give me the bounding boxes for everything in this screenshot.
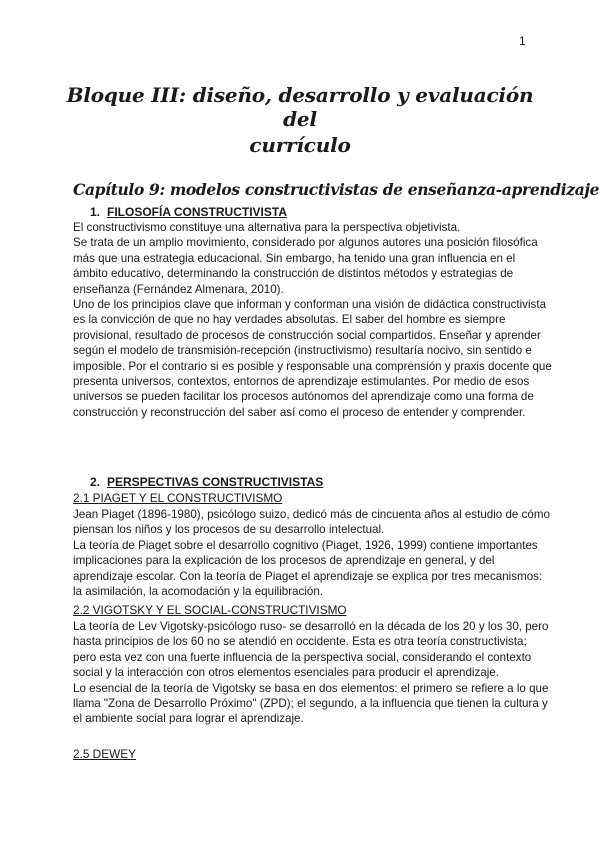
paragraph: El constructivismo constituye una alternativa para la perspectiva objetivista. [73,221,461,234]
paragraph: Jean Piaget (1896-1980), psicólogo suizo, dedicó más de cincuenta años al estudio de cómo piensan los niños y los procesos de su desarrollo intelectual. [73,508,550,537]
paragraph: La teoría de Lev Vigotsky-psicólogo ruso- se desarrolló en la década de los 20 y los 30, pero hasta principios de los 60 no se atendió en occidente. Esta es otra teoría constructivista; pero esta vez con una fuerte influencia de la perspectiva social, considerando el contexto social y la interacción con otros elementos esenciales para producir el aprendizaje. [73,620,549,680]
page-number: 1 [519,34,526,48]
section-2-number: 2. [90,475,101,489]
section-2-title: PERSPECTIVAS CONSTRUCTIVISTAS [107,475,324,489]
subsection-2-1-body [73,507,553,599]
section-2-heading [90,475,323,489]
document-title-line-2: currículo [249,133,351,157]
subsection-2-5-heading: 2.5 DEWEY [73,747,136,761]
section-1-title: FILOSOFÍA CONSTRUCTIVISTA [107,205,287,219]
subsection-2-2-heading: 2.2 VIGOTSKY Y EL SOCIAL-CONSTRUCTIVISMO [73,603,347,617]
paragraph: Lo esencial de la teoría de Vigotsky se basa en dos elementos: el primero se refiere a lo que llama "Zona de Desarrollo Próximo" (ZPD); el segundo, a la influencia que tienen la cultura y el ambiente social para lograr el aprendizaje. [73,681,549,726]
section-1-body [73,220,553,420]
document-title-line-1: Bloque III: diseño, desarrollo y evaluación del [66,83,534,131]
section-1-heading [90,205,287,219]
section-1-number: 1. [90,205,101,219]
paragraph: Uno de los principios clave que informan y conforman una visión de didáctica constructivista es la convicción de que no hay verdades absolutas. El saber del hombre es siempre provisional, resultado de procesos de construcción social compartidos. Enseñar y aprender según el modelo de transmisión-recepción (instructivismo) resultaría nocivo, sin sentido e imposible. Por el contrario si es posible y responsable una comprensión y praxis docente que presenta universos, contextos, entornos de aprendizaje estimulantes. Por medio de esos universos se pueden facilitar los procesos autónomos del aprendizaje como una forma de construcción y reconstrucción del saber así como el proceso de entender y comprender. [73,298,552,419]
subsection-2-2-body [73,619,553,727]
subsection-2-1-heading: 2.1 PIAGET Y EL CONSTRUCTIVISMO [73,491,283,505]
paragraph: Se trata de un amplio movimiento, considerado por algunos autores una posición filosófica más que una estrategia educacional. Sin embargo, ha tenido una gran influencia en el ámbito educativo, determinando la construcción de distintos métodos y estrategias de enseñanza (Fernández Almenara, 2010). [73,236,538,296]
chapter-heading: Capítulo 9: modelos constructivistas de enseñanza-aprendizaje [73,180,600,199]
paragraph: La teoría de Piaget sobre el desarrollo cognitivo (Piaget, 1926, 1999) contiene importantes implicaciones para la explicación de los procesos de aprendizaje en general, y del aprendizaje escolar. Con la teoría de Piaget el aprendizaje se explica por tres mecanismos: la asimilación, la acomodación y la equilibración. [73,538,543,599]
